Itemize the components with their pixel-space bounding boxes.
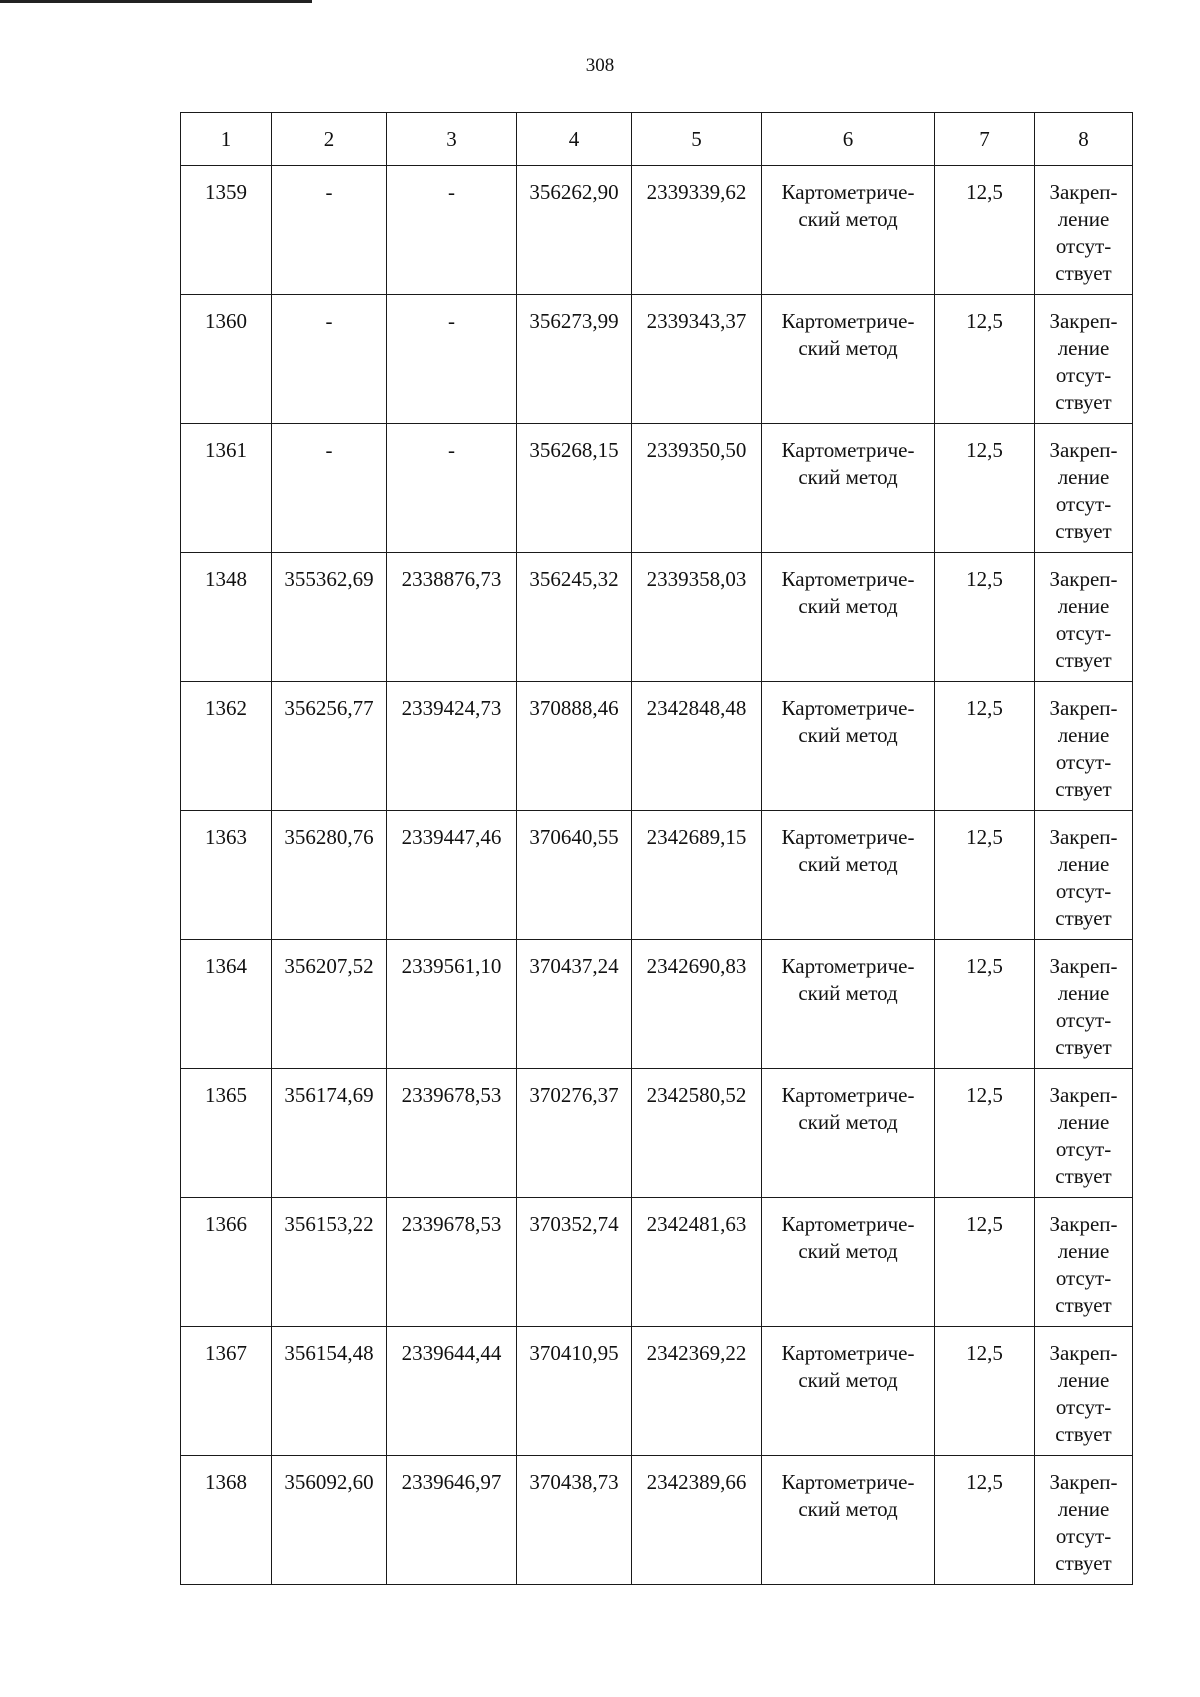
fixation-line-3: отсут- xyxy=(1055,1008,1112,1032)
method-line-1: Картометриче- xyxy=(781,954,915,978)
point-number-cell: 1364 xyxy=(181,940,272,1069)
coord-y-old-cell: 2339678,53 xyxy=(387,1069,517,1198)
fixation-line-2: ление xyxy=(1057,1368,1110,1392)
accuracy-cell: 12,5 xyxy=(935,553,1035,682)
accuracy-cell: 12,5 xyxy=(935,1198,1035,1327)
coord-y-new-cell: 2339339,62 xyxy=(632,166,762,295)
fixation-line-1: Закреп- xyxy=(1049,180,1118,204)
coord-y-old-cell: 2339646,97 xyxy=(387,1456,517,1585)
coord-y-new-cell: 2342580,52 xyxy=(632,1069,762,1198)
fixation-line-3: отсут- xyxy=(1055,879,1112,903)
coord-y-new-cell: 2342690,83 xyxy=(632,940,762,1069)
accuracy-cell: 12,5 xyxy=(935,811,1035,940)
coord-x-new-cell: 370352,74 xyxy=(517,1198,632,1327)
method-line-2: ский метод xyxy=(798,852,898,876)
coord-y-old-cell: 2339561,10 xyxy=(387,940,517,1069)
fixation-cell xyxy=(1035,553,1133,682)
table-row xyxy=(181,295,1133,424)
coord-x-new-cell: 356245,32 xyxy=(517,553,632,682)
method-line-1: Картометриче- xyxy=(781,696,915,720)
coord-x-old-cell: 356092,60 xyxy=(272,1456,387,1585)
fixation-cell xyxy=(1035,1456,1133,1585)
coord-x-old-cell: 356207,52 xyxy=(272,940,387,1069)
method-cell xyxy=(762,682,935,811)
method-line-2: ский метод xyxy=(798,723,898,747)
coord-y-new-cell: 2342689,15 xyxy=(632,811,762,940)
method-cell xyxy=(762,1069,935,1198)
coord-y-new-cell: 2342369,22 xyxy=(632,1327,762,1456)
coord-y-new-cell: 2342389,66 xyxy=(632,1456,762,1585)
fixation-line-4: ствует xyxy=(1055,261,1112,285)
point-number-cell: 1367 xyxy=(181,1327,272,1456)
header-cell-8: 8 xyxy=(1035,113,1133,166)
accuracy-cell: 12,5 xyxy=(935,940,1035,1069)
table-header xyxy=(181,113,1133,166)
fixation-line-1: Закреп- xyxy=(1049,1341,1118,1365)
fixation-line-1: Закреп- xyxy=(1049,1212,1118,1236)
coord-x-new-cell: 356273,99 xyxy=(517,295,632,424)
table-body xyxy=(181,166,1133,1585)
header-cell-3: 3 xyxy=(387,113,517,166)
method-line-2: ский метод xyxy=(798,594,898,618)
accuracy-cell: 12,5 xyxy=(935,424,1035,553)
fixation-line-1: Закреп- xyxy=(1049,696,1118,720)
fixation-line-2: ление xyxy=(1057,981,1110,1005)
header-row xyxy=(181,113,1133,166)
method-line-1: Картометриче- xyxy=(781,180,915,204)
method-line-1: Картометриче- xyxy=(781,825,915,849)
fixation-cell xyxy=(1035,811,1133,940)
method-line-1: Картометриче- xyxy=(781,1212,915,1236)
table-row xyxy=(181,166,1133,295)
coord-x-old-cell: - xyxy=(272,295,387,424)
fixation-cell xyxy=(1035,295,1133,424)
fixation-line-1: Закреп- xyxy=(1049,309,1118,333)
fixation-line-4: ствует xyxy=(1055,648,1112,672)
coord-y-new-cell: 2342848,48 xyxy=(632,682,762,811)
method-cell xyxy=(762,940,935,1069)
method-line-2: ский метод xyxy=(798,465,898,489)
coord-y-old-cell: 2339678,53 xyxy=(387,1198,517,1327)
fixation-line-3: отсут- xyxy=(1055,621,1112,645)
fixation-line-4: ствует xyxy=(1055,1293,1112,1317)
coord-x-new-cell: 370888,46 xyxy=(517,682,632,811)
fixation-cell xyxy=(1035,424,1133,553)
method-line-2: ский метод xyxy=(798,336,898,360)
header-cell-2: 2 xyxy=(272,113,387,166)
coord-x-old-cell: 356174,69 xyxy=(272,1069,387,1198)
coord-y-old-cell: 2339644,44 xyxy=(387,1327,517,1456)
fixation-line-3: отсут- xyxy=(1055,1137,1112,1161)
point-number-cell: 1360 xyxy=(181,295,272,424)
method-cell xyxy=(762,1456,935,1585)
fixation-line-4: ствует xyxy=(1055,906,1112,930)
method-cell xyxy=(762,811,935,940)
coord-y-old-cell: 2339447,46 xyxy=(387,811,517,940)
method-cell xyxy=(762,553,935,682)
header-cell-7: 7 xyxy=(935,113,1035,166)
coord-y-old-cell: 2339424,73 xyxy=(387,682,517,811)
coord-y-new-cell: 2339358,03 xyxy=(632,553,762,682)
method-line-1: Картометриче- xyxy=(781,1341,915,1365)
coord-y-new-cell: 2339350,50 xyxy=(632,424,762,553)
fixation-line-4: ствует xyxy=(1055,390,1112,414)
method-line-2: ский метод xyxy=(798,1239,898,1263)
point-number-cell: 1363 xyxy=(181,811,272,940)
fixation-line-3: отсут- xyxy=(1055,363,1112,387)
accuracy-cell: 12,5 xyxy=(935,166,1035,295)
fixation-line-1: Закреп- xyxy=(1049,567,1118,591)
table-row xyxy=(181,682,1133,811)
header-cell-5: 5 xyxy=(632,113,762,166)
method-line-1: Картометриче- xyxy=(781,567,915,591)
accuracy-cell: 12,5 xyxy=(935,1456,1035,1585)
coord-x-old-cell: 356154,48 xyxy=(272,1327,387,1456)
header-cell-1: 1 xyxy=(181,113,272,166)
point-number-cell: 1348 xyxy=(181,553,272,682)
point-number-cell: 1361 xyxy=(181,424,272,553)
method-line-1: Картометриче- xyxy=(781,1470,915,1494)
coordinates-table xyxy=(180,112,1133,1585)
coord-x-new-cell: 356268,15 xyxy=(517,424,632,553)
method-cell xyxy=(762,295,935,424)
accuracy-cell: 12,5 xyxy=(935,1069,1035,1198)
fixation-line-3: отсут- xyxy=(1055,750,1112,774)
fixation-line-4: ствует xyxy=(1055,519,1112,543)
fixation-line-2: ление xyxy=(1057,1239,1110,1263)
fixation-line-2: ление xyxy=(1057,1497,1110,1521)
method-cell xyxy=(762,166,935,295)
table-row xyxy=(181,940,1133,1069)
coord-x-old-cell: 356280,76 xyxy=(272,811,387,940)
fixation-cell xyxy=(1035,166,1133,295)
table-row xyxy=(181,1456,1133,1585)
fixation-line-4: ствует xyxy=(1055,1035,1112,1059)
fixation-line-2: ление xyxy=(1057,852,1110,876)
fixation-line-3: отсут- xyxy=(1055,1266,1112,1290)
coord-x-new-cell: 356262,90 xyxy=(517,166,632,295)
top-rule xyxy=(0,0,312,3)
header-cell-4: 4 xyxy=(517,113,632,166)
fixation-line-2: ление xyxy=(1057,723,1110,747)
point-number-cell: 1365 xyxy=(181,1069,272,1198)
table-row xyxy=(181,1198,1133,1327)
method-cell xyxy=(762,1198,935,1327)
method-line-2: ский метод xyxy=(798,1497,898,1521)
fixation-line-3: отсут- xyxy=(1055,1395,1112,1419)
table-row xyxy=(181,1069,1133,1198)
table-row xyxy=(181,553,1133,682)
fixation-line-2: ление xyxy=(1057,336,1110,360)
fixation-line-2: ление xyxy=(1057,594,1110,618)
accuracy-cell: 12,5 xyxy=(935,295,1035,424)
page-number: 308 xyxy=(585,55,615,76)
coord-y-new-cell: 2342481,63 xyxy=(632,1198,762,1327)
method-line-2: ский метод xyxy=(798,207,898,231)
fixation-line-1: Закреп- xyxy=(1049,1083,1118,1107)
fixation-line-1: Закреп- xyxy=(1049,825,1118,849)
coord-x-old-cell: 356153,22 xyxy=(272,1198,387,1327)
coord-x-new-cell: 370276,37 xyxy=(517,1069,632,1198)
fixation-line-4: ствует xyxy=(1055,1164,1112,1188)
table-row xyxy=(181,424,1133,553)
table-row xyxy=(181,811,1133,940)
table-row xyxy=(181,1327,1133,1456)
fixation-line-3: отсут- xyxy=(1055,492,1112,516)
fixation-line-3: отсут- xyxy=(1055,234,1112,258)
method-line-1: Картометриче- xyxy=(781,1083,915,1107)
fixation-line-2: ление xyxy=(1057,465,1110,489)
coord-y-old-cell: - xyxy=(387,166,517,295)
fixation-line-2: ление xyxy=(1057,1110,1110,1134)
method-line-2: ский метод xyxy=(798,1110,898,1134)
fixation-cell xyxy=(1035,940,1133,1069)
coord-y-old-cell: - xyxy=(387,424,517,553)
fixation-line-2: ление xyxy=(1057,207,1110,231)
coord-y-old-cell: 2338876,73 xyxy=(387,553,517,682)
point-number-cell: 1368 xyxy=(181,1456,272,1585)
fixation-cell xyxy=(1035,682,1133,811)
point-number-cell: 1359 xyxy=(181,166,272,295)
coord-x-new-cell: 370410,95 xyxy=(517,1327,632,1456)
coord-x-old-cell: - xyxy=(272,166,387,295)
fixation-cell xyxy=(1035,1069,1133,1198)
header-cell-6: 6 xyxy=(762,113,935,166)
point-number-cell: 1366 xyxy=(181,1198,272,1327)
fixation-line-4: ствует xyxy=(1055,1422,1112,1446)
fixation-line-4: ствует xyxy=(1055,1551,1112,1575)
coord-x-old-cell: 356256,77 xyxy=(272,682,387,811)
fixation-line-4: ствует xyxy=(1055,777,1112,801)
fixation-line-1: Закреп- xyxy=(1049,954,1118,978)
method-line-1: Картометриче- xyxy=(781,309,915,333)
coord-x-old-cell: 355362,69 xyxy=(272,553,387,682)
fixation-cell xyxy=(1035,1327,1133,1456)
method-cell xyxy=(762,424,935,553)
method-line-2: ский метод xyxy=(798,981,898,1005)
fixation-line-1: Закреп- xyxy=(1049,1470,1118,1494)
fixation-cell xyxy=(1035,1198,1133,1327)
method-line-2: ский метод xyxy=(798,1368,898,1392)
fixation-line-1: Закреп- xyxy=(1049,438,1118,462)
coord-x-new-cell: 370438,73 xyxy=(517,1456,632,1585)
fixation-line-3: отсут- xyxy=(1055,1524,1112,1548)
point-number-cell: 1362 xyxy=(181,682,272,811)
coord-y-old-cell: - xyxy=(387,295,517,424)
coord-y-new-cell: 2339343,37 xyxy=(632,295,762,424)
accuracy-cell: 12,5 xyxy=(935,1327,1035,1456)
coord-x-new-cell: 370437,24 xyxy=(517,940,632,1069)
coord-x-old-cell: - xyxy=(272,424,387,553)
accuracy-cell: 12,5 xyxy=(935,682,1035,811)
coord-x-new-cell: 370640,55 xyxy=(517,811,632,940)
method-cell xyxy=(762,1327,935,1456)
method-line-1: Картометриче- xyxy=(781,438,915,462)
